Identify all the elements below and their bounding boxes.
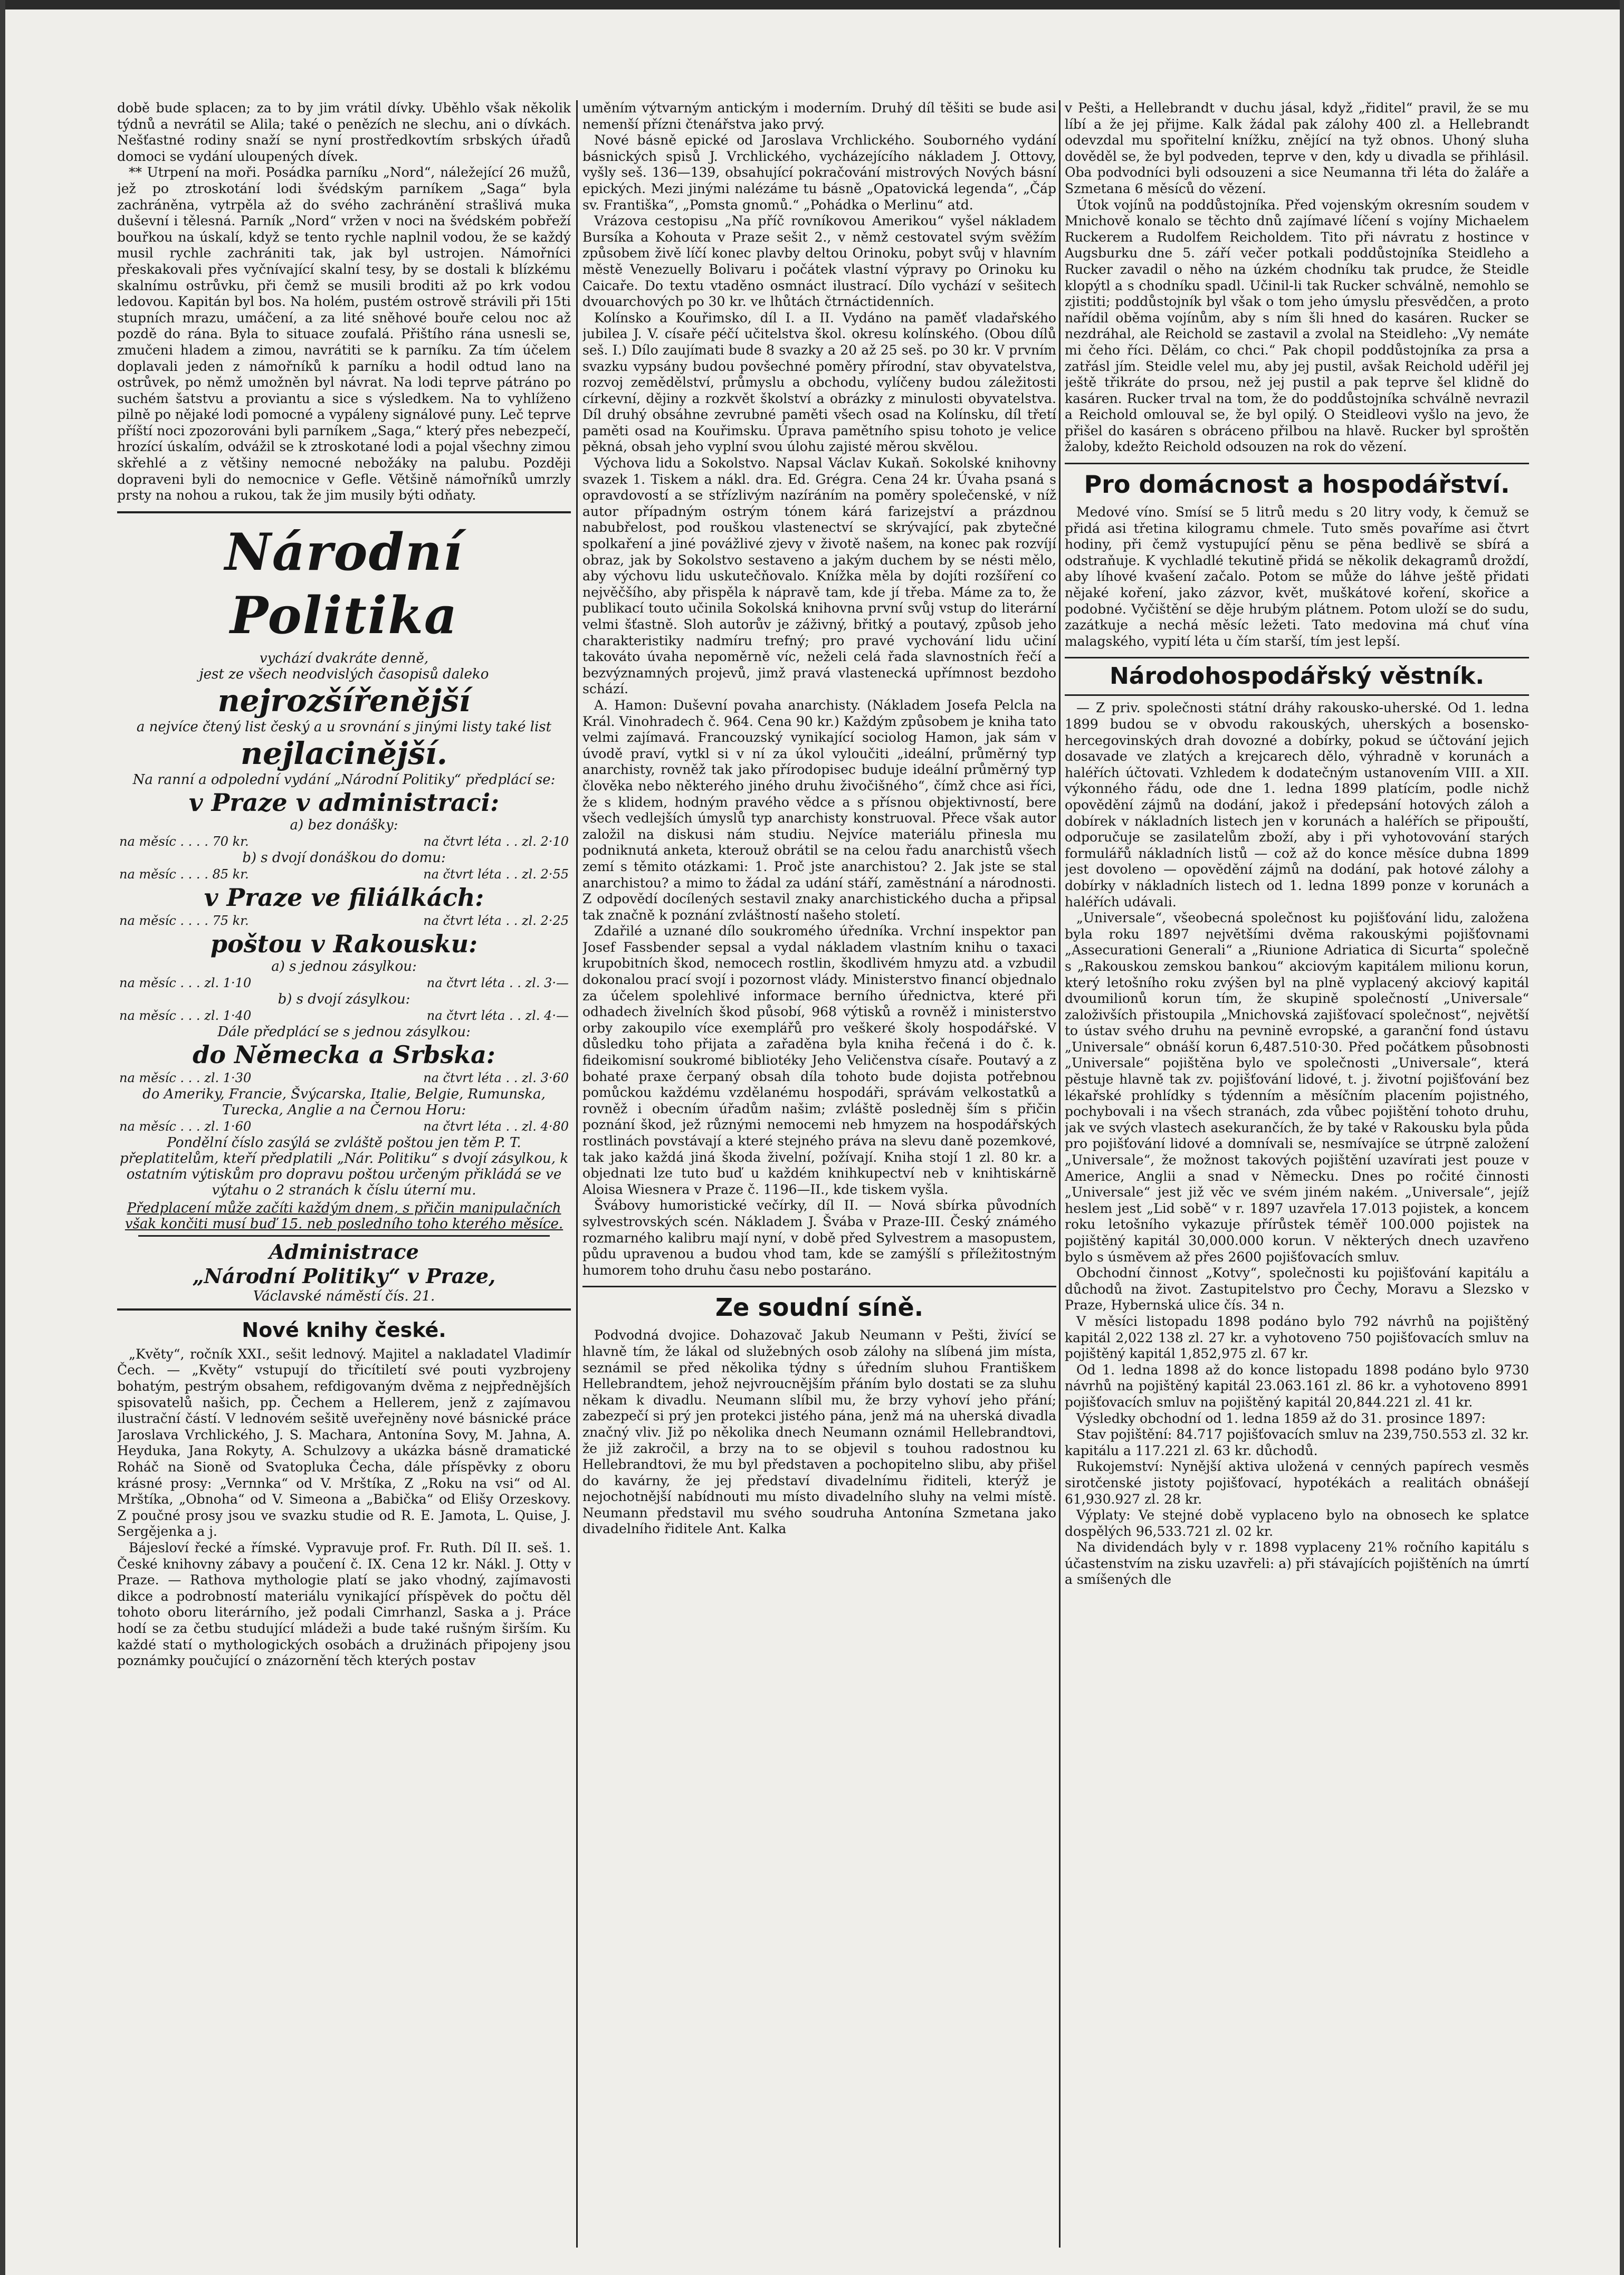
section-heading: Národohospodářský věstník. xyxy=(1065,657,1529,696)
ad-line: do Ameriky, Francie, Švýcarska, Italie, Belgie, Rumunska, Turecka, Anglie a na Černou Horu: xyxy=(142,1086,546,1118)
article-text: Podvodná dvojice. Dohazovač Jakub Neumann v Pešti, živící se hlavně tím, že lákal od služebných osob zálohy na slíbená jim místa, seznámil se před několika týdny s úředním sluhou Františkem Hellebrandtem, jehož nejvroucnějším přáním bylo dostati se za sluhu někam k divadlu. Neumann slíbil mu, že brzy vyhoví jeho přání; zabezpečí si prý jen protekci jistého pána, jenž má na uherská divadla značný vliv. Již po několika dnech Neumann oznámil Hellebrandtovi, že již zakročil, a brzy na to se objevil s touhou radostnou ku Hellebrandtovi, že mu byl představen a pochopitelno slibu, aby přišel do kavárny, že jej představí divadelnímu řiditeli, kterýž je nejochotnější nabídnouti mu místo divadelního sluhy na velmi místě. Neumann představil mu svého soudruha Antonína Szmetana jako divadelního řiditele Ant. Kalka xyxy=(582,1327,1056,1537)
column-rule xyxy=(1059,100,1061,2248)
price-cell: na čtvrt léta . . zl. 4·— xyxy=(426,1008,569,1023)
article-text: Výchova lidu a Sokolstvo. Napsal Václav Kukaň. Sokolské knihovny svazek 1. Tiskem a nákl. dra. Ed. Grégra. Cena 24 kr. Úvaha psaná s opravdovostí a se střízlivým nazíráním na poměry společenské, v níž autor případným ostrým tónem kárá farizejství a prázdnou nabubřelost, pod rouškou vlastenectví se skrývající, pak zbytečné spolkaření a jiné povážlivé zjevy v životě našem, na konec pak rozvíjí obraz, jak by Sokolstvo sestaveno a jakým duchem by se nésti mělo, aby výchovu lidu uskutečňovalo. Knížka měla by dojíti rozšíření co nejvěčšího, aby přispěla k nápravě tam, kde jí třeba. Máme za to, že publikací touto učinila Sokolská knihovna první svůj vstup do literární velmi šťastně. Sloh autorův je záživný, břitký a poutavý, způsob jeho charakteristiky nadmíru trefný; pro pravé vychování lidu učiní takováto úvaha nepoměrně víc, neželi celá řada slavnostních řečí a bezvýznamných projevů, jimž pravá vlastenecká upřímnost bezdoho schází. xyxy=(582,455,1056,697)
price-row xyxy=(117,1069,571,1086)
article-text: Obchodní činnost „Kotvy“, společnosti ku pojišťování kapitálu a důchodů na život. Zastupitelstvo pro Čechy, Moravu a Slezsko v Praze, Hybernská ulice čís. 34 n. xyxy=(1065,1265,1529,1313)
article-text: Medové víno. Smísí se 5 litrů medu s 20 litry vody, k čemuž se přidá asi třetina kilogramu chmele. Tuto směs povaříme asi čtvrt hodiny, při čemž vystupující pěnu se pěna bedlivě se sbírá a odstraňuje. K vychladlé tekutině přidá se několik dekagramů droždí, aby líhové kvašení začalo. Potom se může do láhve ještě přidati nějaké koření, jako zázvor, květ, muškátové koření, skořice a podobné. Vyčištění se děje hrubým plátnem. Potom uloží se do sudu, zazátkuje a nechá měsíc ležeti. Tato medovina má chuť vína malagského, vypití léta u čím starší, tím jest lepší. xyxy=(1065,504,1529,649)
column-1 xyxy=(117,100,571,2253)
article-text: V měsíci listopadu 1898 podáno bylo 792 návrhů na pojištěný kapitál 2,022 138 zl. 27 kr. a vyhotoveno 750 pojišťovacích smluv na pojištěný kapitál 1,852,975 zl. 67 kr. xyxy=(1065,1313,1529,1362)
article-text: — Z priv. společnosti státní dráhy rakousko-uherské. Od 1. ledna 1899 budou se v obvodu rakouských, uherských a bosensko-hercegovinských drah dovozné a dobírky, pokud se účtování jejich dosavade ve zlatých a krejcarech dělo, výhradně v korunách a haléřích účtovati. Vzhledem k dodatečným ustanovením VIII. a XII. výkonného řádu, ode dne 1. ledna 1899 platícím, podle nichž opovědění zájmů na dodání, jakož i předepsání hotových záloh a dobírek v nákladních listech jen v korunách a haléřích se připouští, odporučuje se zasilatelům zboží, aby i při vyhotovování starých formulářů nákladních listů — což až do konce měsíce dubna 1899 jest dovoleno — opovědění zájmů na dodání, pak hotové zálohy a dobírky v nákladních listech od 1. ledna 1899 ponze v korunách a haléřích udávali. xyxy=(1065,700,1529,910)
ad-line: a) s jednou zásylkou: xyxy=(271,958,417,974)
article-text: Stav pojištění: 84.717 pojišťovacích smluv na 239,750.553 zl. 32 kr. kapitálu a 117.221 zl. 63 kr. důchodů. xyxy=(1065,1427,1529,1458)
price-row xyxy=(117,1007,571,1024)
price-cell: na čtvrt léta . . zl. 3·60 xyxy=(423,1070,569,1085)
article-text: Zdařilé a uznané dílo soukromého úředníka. Vrchní inspektor pan Josef Fassbender sepsal a vydal nákladem vlastním knihu o taxaci krupobitních škod, nemocech rostlin, škodlivém hmyzu atd. a vzbudil dokonalou prací svojí i pozornost vlády. Ministerstvo financí objednalo za účelem spolehlivé informace berního úřednictva, které při odhadech živelních škod působí, 968 výtisků a rovněž i ministerstvo orby zakoupilo více exemplářů pro veškeré školy hospodářské. V důsledku toho přijata a zařaděna byla kniha řečená i do č. k. fideikomisní soukromé bibliotéky Jeho Veličenstva císaře. Poutavý a z bohaté praxe čerpaný obsah díla tohoto bude dojista potřebnou pomůckou každému vzdělanému hospodáři, správám velkostatků a rovněž i obecním úřadům našim; zvláště posledněj ším s přičin poznání škod, jež různými nemocemi neb hmyzem na hospodářských rostlinách povstávají a které stejného práva na slevu daně pozemkové, tak jako každá jiná škoda živelní, požívají. Kniha stojí 1 zl. 80 kr. a objednati lze tuto buď u každém knihkupectví neb v knihtiskárně Aloisa Wiesnera v Praze č. 1196—II., kde tiskem vyšla. xyxy=(582,923,1056,1197)
column-rule xyxy=(576,100,578,2248)
price-cell: na čtvrt léta . . zl. 2·25 xyxy=(423,913,569,928)
price-row xyxy=(117,974,571,991)
administration-heading: Administrace xyxy=(269,1239,419,1264)
article-text: v Pešti, a Hellebrandt v duchu jásal, když „řiditel“ pravil, že se mu líbí a že jej přijme. Kalk žádal pak zálohy 400 zl. a Hellebrandt odevzdal mu spořitelní knížku, znějící na tyž obnos. Uhoný sluha dověděl se, že byl podveden, teprve v den, kdy u divadla se přihlásil. Oba podvodníci byli odsouzeni a sice Neumanna tři léta do žaláře a Szmetana 6 měsíců do vězení. xyxy=(1065,100,1529,196)
column-2 xyxy=(582,100,1056,2253)
article-text: uměním výtvarným antickým i moderním. Druhý díl těšiti se bude asi nemenší přízni čtenářstva jako prvý. xyxy=(582,100,1056,132)
ad-headline: nejrozšířenější xyxy=(217,682,471,719)
article-text: Švábovy humoristické večírky, díl II. — Nová sbírka původních sylvestrovských scén. Nákladem J. Švába v Praze-III. Český známého rozmarného kalibru mají nyní, v době před Sylvestrem a masopustem, půdu upravenou a budou vhod tam, kde se zamýšlí s příležitostným humorem toho druhu času nebo postaráno. xyxy=(582,1198,1056,1278)
price-row xyxy=(117,833,571,850)
price-cell: na měsíc . . . . 85 kr. xyxy=(119,866,249,882)
article-text: „Květy“, ročník XXI., sešit lednový. Majitel a nakladatel Vladimír Čech. — „Květy“ vstupují do třicítiletí své pouti vyzbrojeny bohatým, pestrým obsahem, refdigovaným dvěma z nejpřednějších spisovatelů našich, pp. Čechem a Hellerem, jenž z zajímavou ilustrační částí. V lednovém sešitě uveřejněny nové básnické práce Jaroslava Vrchlického, J. S. Machara, Antonína Sovy, M. Jahna, A. Heyduka, Jana Rokyty, A. Schulzovy a ukázka básně dramatické Roháč na Sioně od Svatopluka Čecha, dále příspěvky z oboru krásné prosy: „Vernnka“ od V. Mrštíka, Z „Roku na vsi“ od Al. Mrštíka, „Obnoha“ od V. Simeona a „Babička“ od Elišy Orzeskovy. Z poučné prosy jsou ve svazku studie od R. E. Jamota, L. Quise, J. Sergějenka a j. xyxy=(117,1346,571,1540)
scan-left-edge xyxy=(0,0,5,2275)
subscription-advertisement xyxy=(117,511,571,1311)
administration-address: Václavské náměstí čís. 21. xyxy=(253,1288,435,1304)
article-text: Útok vojínů na poddůstojníka. Před vojenským okresním soudem v Mnichově konalo se těchto dnů zajímavé líčení s vojíny Michaelem Ruckerem a Rudolfem Reicholdem. Tito při návratu z hostince v Augsburku dne 5. září večer potkali poddůstojníka Steidleho a Rucker zavadil o něho na úzkém chodníku tak prudce, že Steidle klopýtl a s chodníku spadl. Učinil-li tak Rucker schválně, nemohlo se zjistiti; poddůstojník byl však o tom jeho úmyslu přesvědčen, a proto nařídil oběma vojínům, aby s ním šli hned do kasáren. Rucker se nezdráhal, ale Reichold se zastavil a zvolal na Steidleho: „Vy nemáte mi čeho říci. Dělám, co chci.“ Pak chopil poddůstojníka za prsa a zatřásl jím. Steidle velel mu, aby jej pustil, avšak Reichold uděřil jej ještě třikráte do prsou, než jej pustil a pak teprve šel klidně do kasáren. Rucker trval na tom, že do poddůstojníka schválně nevrazil a Reichold omlouval se, že byl opilý. O Steidleovi vyšlo na jevo, že přišel do kasáren s obráceno přilbou na hlavě. Rucker byl sproštěn žaloby, kdežto Reichold odsouzen na rok do vězení. xyxy=(1065,197,1529,455)
ad-line: jest ze všech neodvislých časopisů daleko xyxy=(199,666,489,682)
ad-line: Předplacení může začíti každým dnem, s přičin manipulačních však končiti musí buď 15. neb posledního toho kterého měsíce. xyxy=(125,1200,563,1232)
price-row xyxy=(117,912,571,929)
article-text: době bude splacen; za to by jim vrátil dívky. Uběhlo však několik týdnů a nevrátil se Alila; také o penězích ne slechu, ani o dívkách. Nešťastné rodiny snaží se nyní prostředkovtím srbských úřadů domoci se vydání uloupených dívek. xyxy=(117,100,571,164)
divider xyxy=(138,1235,550,1237)
article-text: A. Hamon: Duševní povaha anarchisty. (Nákladem Josefa Pelcla na Král. Vinohradech č. 964. Cena 90 kr.) Každým způsobem je kniha tato velmi zajímavá. Francouzský vynikající sociolog Hamon, jak sám v úvodě praví, vytkl si v ní za úkol vyloučiti „ideální, průměrný typ anarchisty, rovněž tak jako přírodopisec buduje ideální průměrný typ člověka nebo některého jiného druhu živočišného“, čímž chce asi říci, že s klidem, hodným pravého vědce a s přísnou objektivností, bere všech vedlejších úmyslů typ anarchisty konstruoval. Přece však autor založil na diskusi nám studiu. Nejvíce materiálu přinesla mu podniknutá anketa, kterouž obrátil se na celou řadu anarchistů všech zemí s těmito otázkami: 1. Proč jste anarchistou? 2. Jak jste se stal anarchistou? a mimo to žádal za udání stáří, zaměstnání a národnosti. Z odpovědí docílených sestavil znaky anarchistického ducha a připsal tak značně k poznání zvláštností našeho století. xyxy=(582,697,1056,923)
article-text: Výplaty: Ve stejné době vyplaceno bylo na obnosech ke splatce dospělých 96,533.721 zl. 02 kr. xyxy=(1065,1507,1529,1539)
ad-headline: nejlacinější. xyxy=(241,735,447,771)
article-text: Nové básně epické od Jaroslava Vrchlického. Souborného vydání básnických spisů J. Vrchlického, vycházejícího nákladem J. Ottovy, vyšly seš. 136—139, obsahující pokračování mistrových Nových básní epických. Mezi jinými nalézáme tu básně „Opatovická legenda“, „Čáp sv. Františka“, „Pomsta gnomů.“ „Pohádka o Merlinu“ atd. xyxy=(582,132,1056,213)
ad-line: b) s dvojí zásylkou: xyxy=(278,991,410,1007)
article-text: Bájesloví řecké a římské. Vypravuje prof. Fr. Ruth. Díl II. seš. 1. České knihovny zábavy a poučení č. IX. Cena 12 kr. Nákl. J. Otty v Praze. — Rathova mythologie platí se jako vhodný, zajímavosti dikce a podrobností materiálu vynikající příspěvek do počtu děl tohoto oboru literárního, jež podali Cimrhanzl, Saska a j. Práce hodí se za četbu studující mládeži a bude také rušným širším. Ku každé statí o mythologických osobách a družinách připojeny jsou poznámky poučující o znázornění těch kterých postav xyxy=(117,1540,571,1669)
ad-line: Dále předplácí se s jednou zásylkou: xyxy=(217,1024,471,1040)
price-cell: na čtvrt léta . . zl. 3·— xyxy=(426,975,569,990)
price-row xyxy=(117,1118,571,1135)
price-cell: na měsíc . . . . 75 kr. xyxy=(119,913,249,928)
ad-subhead: v Praze ve filiálkách: xyxy=(204,883,484,912)
masthead-title: Národní Politika xyxy=(225,522,463,645)
column-3 xyxy=(1065,100,1529,2253)
price-cell: na měsíc . . . zl. 1·40 xyxy=(119,1008,252,1023)
article-text: Vrázova cestopisu „Na příč rovníkovou Amerikou“ vyšel nákladem Bursíka a Kohouta v Praze sešit 2., v němž cestovatel svým svěžím způsobem živě líčí konec plavby deltou Orinoku, pobyt svůj v hlavním městě Venezuelly Bolivaru i počátek vlastní výpravy po Orinoku ku Caicaře. Do textu vtaděno osmnáct ilustrací. Dílo vychází v sešitech dvouarchových po 30 kr. ve lhůtách čtrnáctidenních. xyxy=(582,213,1056,310)
section-heading: Ze soudní síně. xyxy=(582,1286,1056,1323)
article-text: „Universale“, všeobecná společnost ku pojišťování lidu, založena byla roku 1897 největšími dvěma rakouskými pojišťovnami „Assecurationi Generali“ a „Riunione Adriatica di Sicurta“ společně s „Rakouskou zemskou bankou“ akciovým kapitálem milionu korun, který letošního roku zvýšen byl na plně vyplacený akciový kapitál dvoumilionů korun tím, že skupině společností „Universale“ založivších přistoupila „Mnichovská zajišťovací společnost“, největší to ústav svého druhu na pevnině evropské, a garanční fond ústavu „Universale“ obnáší korun 6,487.510·30. Před počátkem působnosti „Universale“ pojištěna bylo ve společnosti „Universale“, která pěstuje hlavně tak zv. pojišťování lidové, t. j. životní pojišťování bez lékařské prohlídky s týdenním a měsíčním placením pojistného, pochybovali i na všech stranách, zda vůbec pojištění tohoto druhu, jak ve svých vlastech asekurančích, že by také v Rakousku byla půda pro pojišťování lidové a domnívali se, nesmívajíce se útrpně založení „Universale“, že možnost takových pojištění uzavírati jest pouze v Americe, Anglii a snad v Německu. Dnes po ročité činnosti „Universale“ jest již věc ve svém jiném nakém. „Universale“, jejíž heslem jest „Lid sobě“ v r. 1897 uzavřela 17.013 pojistek, a koncem roku letošního vykazuje přírůstek téměř 100.000 pojistek na pojištěný kapitál 30,000.000 korun. V některých dnech uzavřeno bylo s úsměvem až přes 2600 pojišťovacích smluv. xyxy=(1065,910,1529,1265)
ad-line: a nejvíce čtený list český a u srovnání s jinými listy také list xyxy=(136,719,552,735)
price-cell: na měsíc . . . zl. 1·10 xyxy=(119,975,252,990)
ad-line: a) bez donášky: xyxy=(290,817,398,833)
article-text: Kolínsko a Kouřimsko, díl I. a II. Vydáno na paměť vladařského jubilea J. V. císaře péčí učitelstva škol. okresu kolínského. (Obou dílů seš. I.) Dílo zaujímati bude 8 svazky a 20 až 25 seš. po 30 kr. V prvním svazku vypsány budou povšechné poměry přírodní, stav obyvatelstva, rozvoj zemědělství, průmyslu a obchodu, vylíčeny budou záležitosti církevní, dějiny a rozkvět školství a obrázky z minulosti obyvatelstva. Díl druhý obsáhne zevrubné paměti všech osad na Kolínsku, díl třetí paměti osad na Kouřimsku. Úprava pamětního spisu tohoto je velice pěkná, obsah jeho vyplní svou úlohu zajisté měrou skvělou. xyxy=(582,310,1056,455)
ad-subhead: poštou v Rakousku: xyxy=(210,929,478,958)
article-text: Výsledky obchodní od 1. ledna 1859 až do 31. prosince 1897: xyxy=(1076,1410,1486,1426)
ad-line: Na ranní a odpolední vydání „Národní Politiky“ předplácí se: xyxy=(132,771,556,788)
article-text: ** Utrpení na moři. Posádka parníku „Nord“, náležející 26 mužů, jež po ztroskotání lodi švédským parníkem „Saga“ byla zachráněna, vytrpěla až do svého zachránění strašlivá muka duševní i tělesná. Parník „Nord“ vržen v noci na švédském pobřeží bouřkou na úskalí, když se tento rychle naplnil vodou, že se každý musil rychle zachrániti tak, jak byl ustrojen. Námořníci přeskakovali přes vyčnívající skalní tesy, by se dostali k blízkému skalnímu ostrůvku, při čemž se musili broditi až po krk vodou ledovou. Kapitán byl bos. Na holém, pustém ostrově strávili při 15ti stupních mrazu, umáčení, a za lité sněhové bouře celou noc až pozdě do rána. Byla to situace zoufalá. Přištího rána usnesli se, zmučeni hladem a zimou, navrátiti se k parníku. Za tím účelem doplavali jeden z námořníků k parníku a hodil odtud lano na ostrůvek, po němž umožněn byl návrat. Na lodi teprve pátráno po suchém šatstvu a proviantu a sice s výsledkem. Na to vyhlíženo pilně po nějaké lodi pomocné a vypáleny signálové puny. Leč teprve příští noci zpozorováni byli parníkem „Saga,“ který přes nebezpečí, hrozící úskalím, odvážil se k ztroskotané lodi a pojal všechny zimou skřehlé a z většiny nemocné nebožáky na palubu. Později dopraveni byli do nemocnice v Gefle. Většině námořníků umrzly prsty na nohou a rukou, tak že jim musily býti odňaty. xyxy=(117,165,571,503)
ad-subhead: v Praze v administraci: xyxy=(188,788,500,817)
price-cell: na měsíc . . . . 70 kr. xyxy=(119,834,249,849)
article-text: Na dividendách byly v r. 1898 vyplaceny 21% ročního kapitálu s účastenstvím na zisku uzavřeli: a) při stávajících pojištěních na úmrtí a smíšených dle xyxy=(1065,1540,1529,1588)
article-text: Rukojemství: Nynější aktiva uložená v cenných papírech vesměs sirotčenské jistoty pojišťovací, hypotékách a realitách obnášejí 61,930.927 zl. 28 kr. xyxy=(1065,1459,1529,1507)
scan-top-edge xyxy=(0,0,1624,9)
price-cell: na čtvrt léta . . zl. 2·10 xyxy=(423,834,569,849)
price-cell: na měsíc . . . zl. 1·60 xyxy=(119,1119,252,1134)
article-text: Od 1. ledna 1898 až do konce listopadu 1898 podáno bylo 9730 návrhů na pojištěný kapitál 23.063.161 zl. 86 kr. a vyhotoveno 8991 pojišťovacích smluv na pojištěný kapitál 20,844.221 zl. 41 kr. xyxy=(1065,1362,1529,1410)
section-heading: Nové knihy české. xyxy=(242,1318,446,1342)
ad-line: vychází dvakráte denně, xyxy=(259,650,429,666)
administration-name: „Národní Politiky“ v Praze, xyxy=(192,1264,496,1288)
scan-right-edge xyxy=(1620,0,1624,2275)
ad-line: b) s dvojí donáškou do domu: xyxy=(242,849,446,866)
ad-line: Pondělní číslo zasýlá se zvláště poštou jen těm P. T. přeplatitelům, kteří předplatili „Nár. Politiku“ s dvojí zásylkou, k ostatním výtiskům pro dopravu poštou určeným přikládá se ve výtahu o 2 stranách k číslu úterní mu. xyxy=(119,1134,569,1198)
section-heading: Pro domácnost a hospodářství. xyxy=(1065,463,1529,500)
price-cell: na čtvrt léta . . zl. 4·80 xyxy=(423,1119,569,1134)
price-cell: na čtvrt léta . . zl. 2·55 xyxy=(423,866,569,882)
price-row xyxy=(117,866,571,883)
ad-subhead: do Německa a Srbska: xyxy=(193,1040,495,1069)
price-cell: na měsíc . . . zl. 1·30 xyxy=(119,1070,252,1085)
